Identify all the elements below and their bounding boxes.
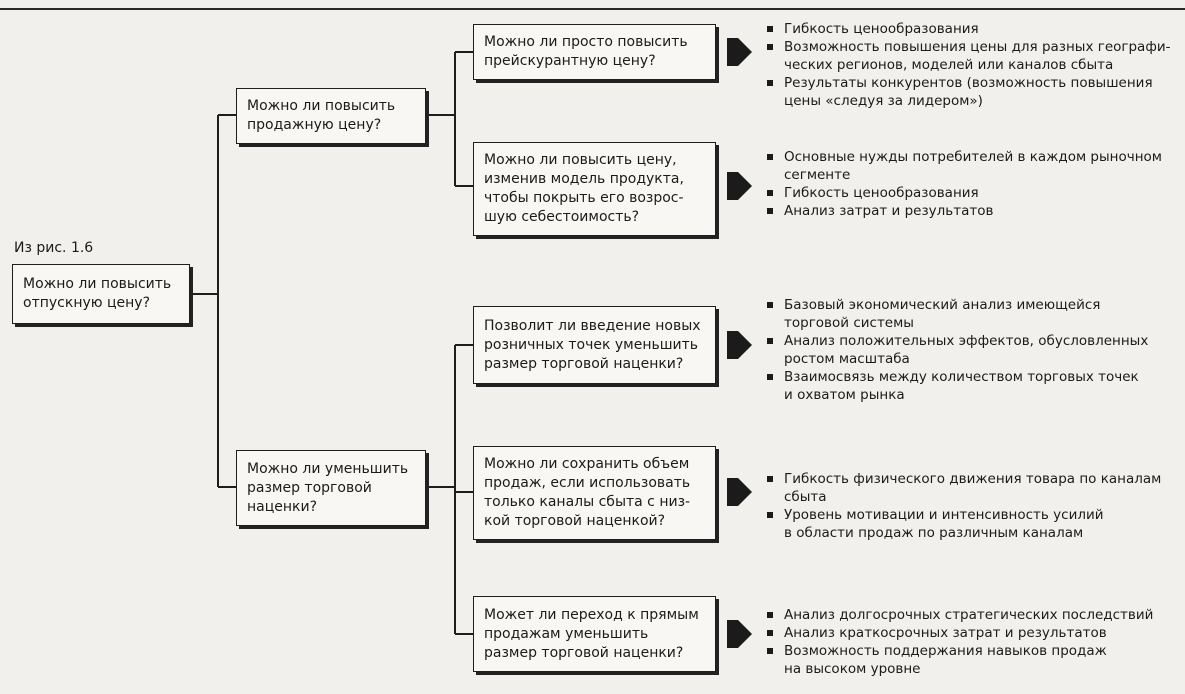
detail-item: Возможность поддержания навыков продаж на высоком уровне [764, 642, 1174, 678]
source-figure-label: Из рис. 1.6 [14, 240, 94, 256]
detail-list [764, 606, 1174, 678]
arrow-icon [727, 331, 752, 359]
branch-question-box: Можно ли уменьшить размер торговой наценки? [236, 450, 426, 526]
detail-list [764, 296, 1174, 404]
arrow-icon [727, 478, 752, 506]
detail-item: Результаты конкурентов (возможность повышения цены «следуя за лидером») [764, 74, 1174, 110]
detail-item: Гибкость физического движения товара по каналам сбыта [764, 470, 1174, 506]
detail-item: Гибкость ценообразования [764, 20, 1174, 38]
detail-item: Гибкость ценообразования [764, 184, 1174, 202]
detail-list [764, 148, 1174, 220]
sub-question-box: Можно ли сохранить объем продаж, если использовать только каналы сбыта с низ- кой торговой наценкой? [473, 446, 716, 540]
sub-question-box: Можно ли повысить цену, изменив модель продукта, чтобы покрыть его возрос- шую себестоимость? [473, 142, 716, 236]
detail-item: Основные нужды потребителей в каждом рыночном сегменте [764, 148, 1174, 184]
detail-item: Анализ краткосрочных затрат и результатов [764, 624, 1174, 642]
sub-question-box: Можно ли просто повысить прейскурантную цену? [473, 24, 716, 80]
arrow-icon [727, 38, 752, 66]
branch-question-box: Можно ли повысить продажную цену? [236, 88, 426, 144]
detail-list [764, 470, 1174, 542]
detail-item: Анализ долгосрочных стратегических последствий [764, 606, 1174, 624]
detail-list [764, 20, 1174, 110]
sub-question-box: Позволит ли введение новых розничных точек уменьшить размер торговой наценки? [473, 306, 716, 384]
arrow-icon [727, 172, 752, 200]
detail-item: Анализ положительных эффектов, обусловленных ростом масштаба [764, 332, 1174, 368]
sub-question-box: Может ли переход к прямым продажам уменьшить размер торговой наценки? [473, 596, 716, 672]
detail-item: Возможность повышения цены для разных географи- ческих регионов, моделей или каналов сбыта [764, 38, 1174, 74]
detail-item: Взаимосвязь между количеством торговых точек и охватом рынка [764, 368, 1174, 404]
detail-item: Базовый экономический анализ имеющейся торговой системы [764, 296, 1174, 332]
arrow-icon [727, 620, 752, 648]
detail-item: Уровень мотивации и интенсивность усилий в области продаж по различным каналам [764, 506, 1174, 542]
root-question-box: Можно ли повысить отпускную цену? [12, 264, 190, 324]
detail-item: Анализ затрат и результатов [764, 202, 1174, 220]
